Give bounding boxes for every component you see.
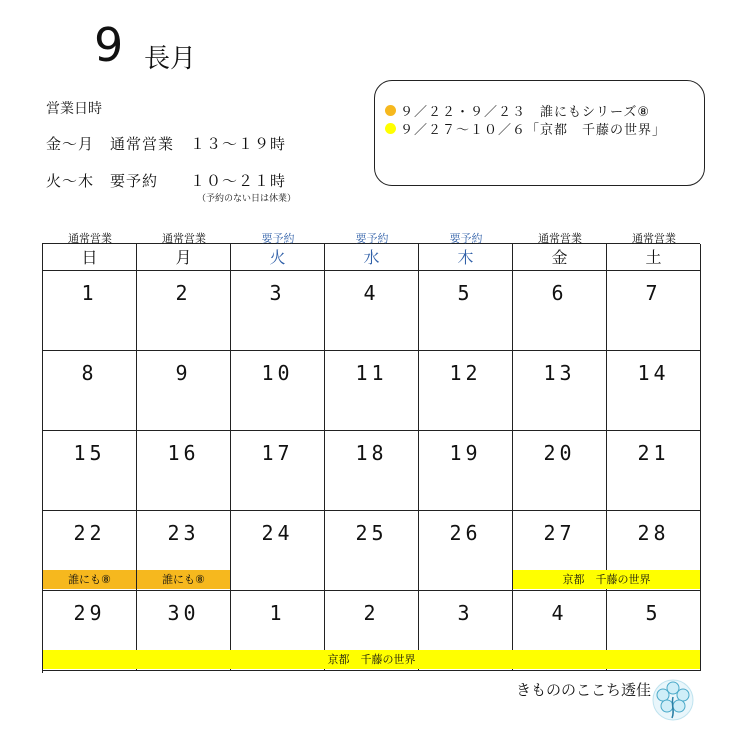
date-number: 21 [637, 441, 670, 465]
date-number: 23 [167, 521, 200, 545]
hours-title: 営業日時 [46, 101, 102, 117]
calendar-day-cell[interactable] [513, 271, 607, 351]
month-number: 9 [94, 18, 124, 72]
date-number: 19 [449, 441, 482, 465]
event-item [385, 101, 650, 120]
date-number: 22 [73, 521, 106, 545]
date-number: 6 [551, 281, 568, 305]
date-number: 30 [167, 601, 200, 625]
calendar-day-cell[interactable] [231, 271, 325, 351]
day-name-header: 土 [607, 244, 701, 271]
event-dot-orange [385, 105, 396, 116]
event-text: ９／２７～１０／６「京都 千藤の世界」 [400, 123, 667, 138]
event-dot-yellow [385, 123, 396, 134]
calendar-day-cell[interactable] [325, 351, 419, 431]
date-number: 2 [363, 601, 380, 625]
date-number: 4 [363, 281, 380, 305]
calendar-day-cell[interactable] [607, 271, 701, 351]
date-number: 16 [167, 441, 200, 465]
calendar-day-cell[interactable] [419, 431, 513, 511]
day-name-header: 金 [513, 244, 607, 271]
day-name-header: 火 [231, 244, 325, 271]
event-item [385, 119, 666, 138]
day-type-label: 通常営業 [68, 232, 112, 245]
event-text: ９／２２・９／２３ 誰にもシリーズ⑧ [400, 105, 651, 120]
date-number: 2 [175, 281, 192, 305]
calendar-day-cell[interactable] [43, 351, 137, 431]
date-number: 1 [81, 281, 98, 305]
date-number: 3 [269, 281, 286, 305]
calendar-day-cell[interactable] [231, 351, 325, 431]
day-name-header: 水 [325, 244, 419, 271]
calendar-day-cell[interactable] [607, 351, 701, 431]
day-type-label: 要予約 [449, 232, 483, 245]
calendar-day-cell[interactable] [419, 271, 513, 351]
date-number: 5 [457, 281, 474, 305]
event-tag: 京都 千藤の世界 [43, 650, 700, 669]
date-number: 12 [449, 361, 482, 385]
calendar-day-cell[interactable] [325, 271, 419, 351]
date-number: 17 [261, 441, 294, 465]
date-number: 7 [645, 281, 662, 305]
event-tag: 誰にも⑧ [43, 570, 136, 589]
calendar-day-cell[interactable] [513, 351, 607, 431]
date-number: 20 [543, 441, 576, 465]
calendar-day-cell[interactable] [513, 431, 607, 511]
event-tag: 京都 千藤の世界 [513, 570, 700, 589]
calendar-day-cell[interactable] [137, 271, 231, 351]
hours-note: （予約のない日は休業） [197, 194, 297, 204]
calendar-day-cell[interactable] [607, 431, 701, 511]
day-type-label: 要予約 [355, 232, 389, 245]
date-number: 1 [269, 601, 286, 625]
date-number: 15 [73, 441, 106, 465]
events-box [374, 80, 705, 186]
event-tag: 誰にも⑧ [137, 570, 230, 589]
date-number: 27 [543, 521, 576, 545]
date-number: 9 [175, 361, 192, 385]
date-number: 3 [457, 601, 474, 625]
date-number: 8 [81, 361, 98, 385]
date-number: 25 [355, 521, 388, 545]
date-number: 13 [543, 361, 576, 385]
date-number: 24 [261, 521, 294, 545]
shop-name: きもののここち透佳 [516, 681, 652, 699]
date-number: 4 [551, 601, 568, 625]
date-number: 11 [355, 361, 388, 385]
calendar-day-cell[interactable] [419, 511, 513, 591]
month-name: 長月 [144, 44, 197, 74]
calendar-day-cell[interactable] [137, 431, 231, 511]
date-number: 26 [449, 521, 482, 545]
calendar-day-cell[interactable] [325, 511, 419, 591]
day-name-header: 木 [419, 244, 513, 271]
day-name-header: 日 [43, 244, 137, 271]
hours-line-reservation: 火～木 要予約 １０～２１時 [46, 172, 287, 190]
day-type-label: 要予約 [261, 232, 295, 245]
date-number: 10 [261, 361, 294, 385]
day-name-header: 月 [137, 244, 231, 271]
calendar-day-cell[interactable] [325, 431, 419, 511]
calendar-day-cell[interactable] [419, 351, 513, 431]
date-number: 14 [637, 361, 670, 385]
calendar-grid [42, 232, 700, 673]
date-number: 29 [73, 601, 106, 625]
calendar-day-cell[interactable] [231, 431, 325, 511]
day-type-label: 通常営業 [162, 232, 206, 245]
calendar-day-cell[interactable] [137, 351, 231, 431]
hours-line-regular: 金～月 通常営業 １３～１９時 [46, 135, 287, 153]
calendar-day-cell[interactable] [231, 511, 325, 591]
day-type-label: 通常営業 [632, 232, 676, 245]
date-number: 28 [637, 521, 670, 545]
date-number: 5 [645, 601, 662, 625]
shop-logo [650, 677, 696, 723]
calendar-day-cell[interactable] [43, 431, 137, 511]
day-type-label: 通常営業 [538, 232, 582, 245]
calendar-day-cell[interactable] [43, 271, 137, 351]
date-number: 18 [355, 441, 388, 465]
